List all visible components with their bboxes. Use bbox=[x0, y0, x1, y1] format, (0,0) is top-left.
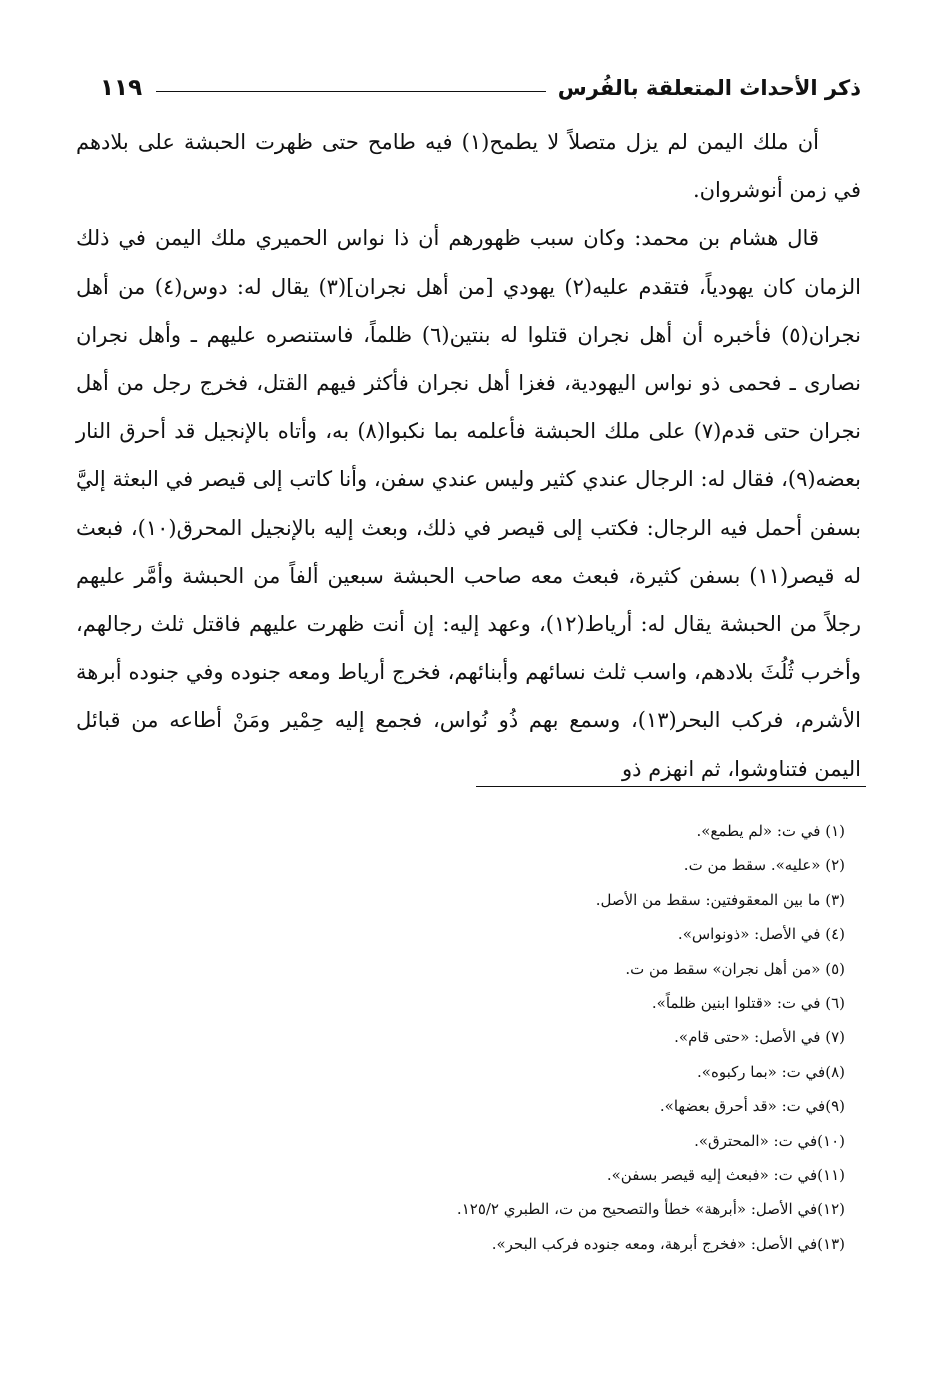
body-paragraph: قال هشام بن محمد: وكان سبب ظهورهم أن ذا نواس الحميري ملك اليمن في ذلك الزمان كان يهودياً، فتقدم عليه(٢) يهودي [من أهل نجران](٣) يقال له: دوس(٤) من أهل نجران(٥) فأخبره أن أهل نجران قتلوا له بنتين(٦) ظلماً، فاستنصره عليهم ـ وأهل نجران نصارى ـ فحمى ذو نواس اليهودية، فغزا أهل نجران فأكثر فيهم القتل، فخرج رجل من أهل نجران حتى قدم(٧) على ملك الحبشة فأعلمه بما نكبوا(٨) به، وأتاه بالإنجيل قد أحرق النار بعضه(٩)، فقال له: الرجال عندي كثير وليس عندي سفن، وأنا كاتب إلى قيصر في البعثة إليَّ بسفن أحمل فيه الرجال: فكتب إلى قيصر في ذلك، وبعث إليه بالإنجيل المحرق(١٠)، فبعث له قيصر(١١) بسفن كثيرة، فبعث معه صاحب الحبشة سبعين ألفاً من الحبشة وأمَّر عليهم رجلاً من الحبشة يقال له: أرياط(١٢)، وعهد إليه: إن أنت ظهرت عليهم فاقتل ثلث رجالهم، وأخرب ثُلُثَ بلادهم، واسب ثلث نسائهم وأبنائهم، فخرج أرياط ومعه جنوده وفي جنوده أبرهة الأشرم، فركب البحر(١٣)، وسمع بهم ذُو نُواس، فجمع إليه حِمْير ومَنْ أطاعه من قبائل اليمن فتناوشوا، ثم انهزم ذو bbox=[76, 226, 861, 781]
footnote: (٣) ما بين المعقوفتين: سقط من الأصل. bbox=[595, 890, 845, 909]
footnote: (١٣)في الأصل: «فخرج أبرهة، ومعه جنوده فركب البحر». bbox=[491, 1234, 845, 1253]
footnote: (٥) «من أهل نجران» سقط من ت. bbox=[625, 959, 845, 978]
header-title: ذكر الأحداث المتعلقة بالفُرس bbox=[557, 76, 861, 100]
page-number: ١١٩ bbox=[100, 75, 143, 101]
footnote: (٦) في ت: «قتلوا ابنين ظلماً». bbox=[651, 994, 845, 1013]
footnote: (١٢)في الأصل: «أبرهة» خطأ والتصحيح من ت، الطبري ١٢٥/٢. bbox=[456, 1200, 845, 1219]
footnote-separator bbox=[476, 786, 866, 787]
header-rule bbox=[156, 91, 546, 92]
footnote: (١١)في ت: «فبعث إليه قيصر بسفن». bbox=[606, 1166, 845, 1185]
footnote: (١٠)في ت: «المحترق». bbox=[694, 1131, 845, 1150]
body-text bbox=[76, 118, 861, 793]
footnote: (٢) «عليه». سقط من ت. bbox=[683, 856, 845, 875]
footnote: (١) في ت: «لم يطمع». bbox=[696, 822, 845, 840]
footnote: (٤) في الأصل: «ذونواس». bbox=[677, 925, 845, 944]
body-paragraph: أن ملك اليمن لم يزل متصلاً لا يطمح(١) فيه طامح حتى ظهرت الحبشة على بلادهم في زمن أنوشروان. bbox=[76, 130, 861, 203]
footnote: (٩)في ت: «قد أحرق بعضها». bbox=[659, 1097, 845, 1116]
footnote: (٨)في ت: «بما ركبوه». bbox=[697, 1062, 845, 1081]
footnote: (٧) في الأصل: «حتى قام». bbox=[674, 1028, 845, 1047]
running-header bbox=[100, 66, 861, 110]
footnotes-list bbox=[285, 814, 845, 1261]
